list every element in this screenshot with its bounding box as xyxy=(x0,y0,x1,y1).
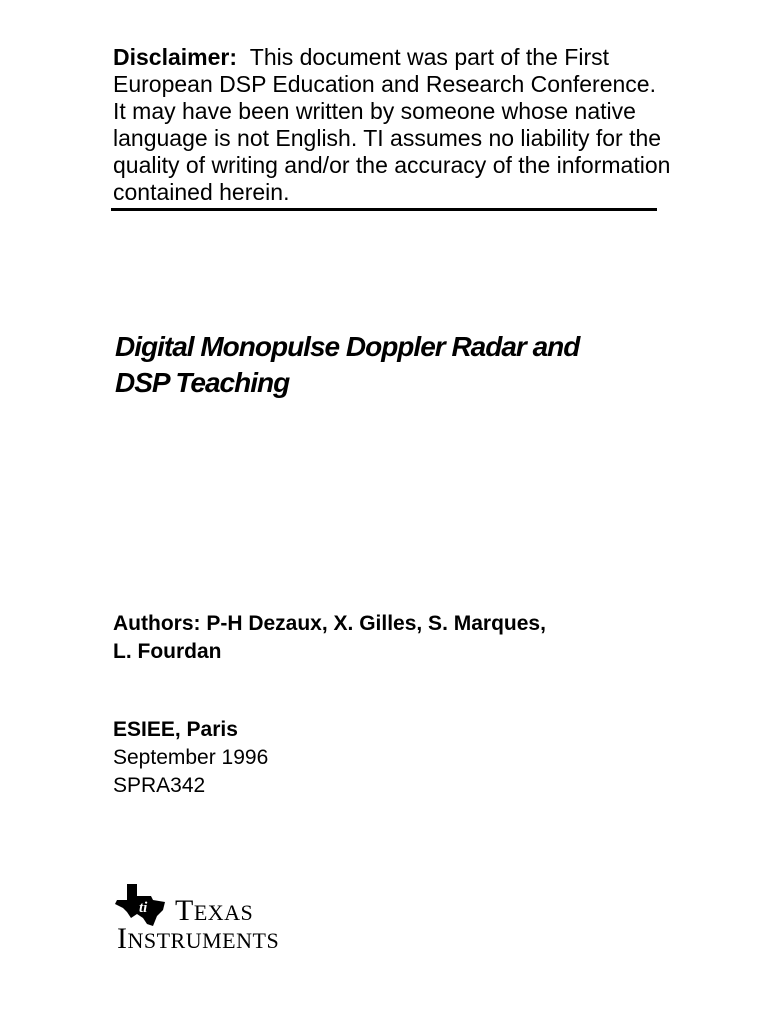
document-code: SPRA342 xyxy=(113,774,206,797)
authors xyxy=(113,610,673,666)
disclaimer-divider xyxy=(111,208,657,211)
logo-line-texas: TEXAS xyxy=(175,894,254,927)
organization-name: ESIEE, Paris xyxy=(113,718,238,741)
title-line-1: Digital Monopulse Doppler Radar and xyxy=(115,331,580,362)
authors-line-2: L. Fourdan xyxy=(113,640,222,663)
publication-date: September 1996 xyxy=(113,746,269,769)
document-title xyxy=(115,329,675,401)
disclaimer-text: This document was part of the First European DSP Education and Research Conference. It may have been written by someone whose native language is not English. TI assumes no liability for the quality of writing and/or the accuracy of the information contained herein. xyxy=(113,44,671,205)
disclaimer-paragraph xyxy=(113,44,673,206)
logo-line-instruments: INSTRUMENTS xyxy=(117,922,280,954)
authors-line-1: Authors: P-H Dezaux, X. Gilles, S. Marques, xyxy=(113,612,546,635)
svg-text:ti: ti xyxy=(139,900,148,916)
title-line-2: DSP Teaching xyxy=(115,367,290,398)
publication-info xyxy=(113,716,513,800)
disclaimer-label: Disclaimer: xyxy=(113,44,238,70)
texas-instruments-emblem-icon xyxy=(115,884,165,926)
texas-instruments-logo xyxy=(113,878,343,954)
